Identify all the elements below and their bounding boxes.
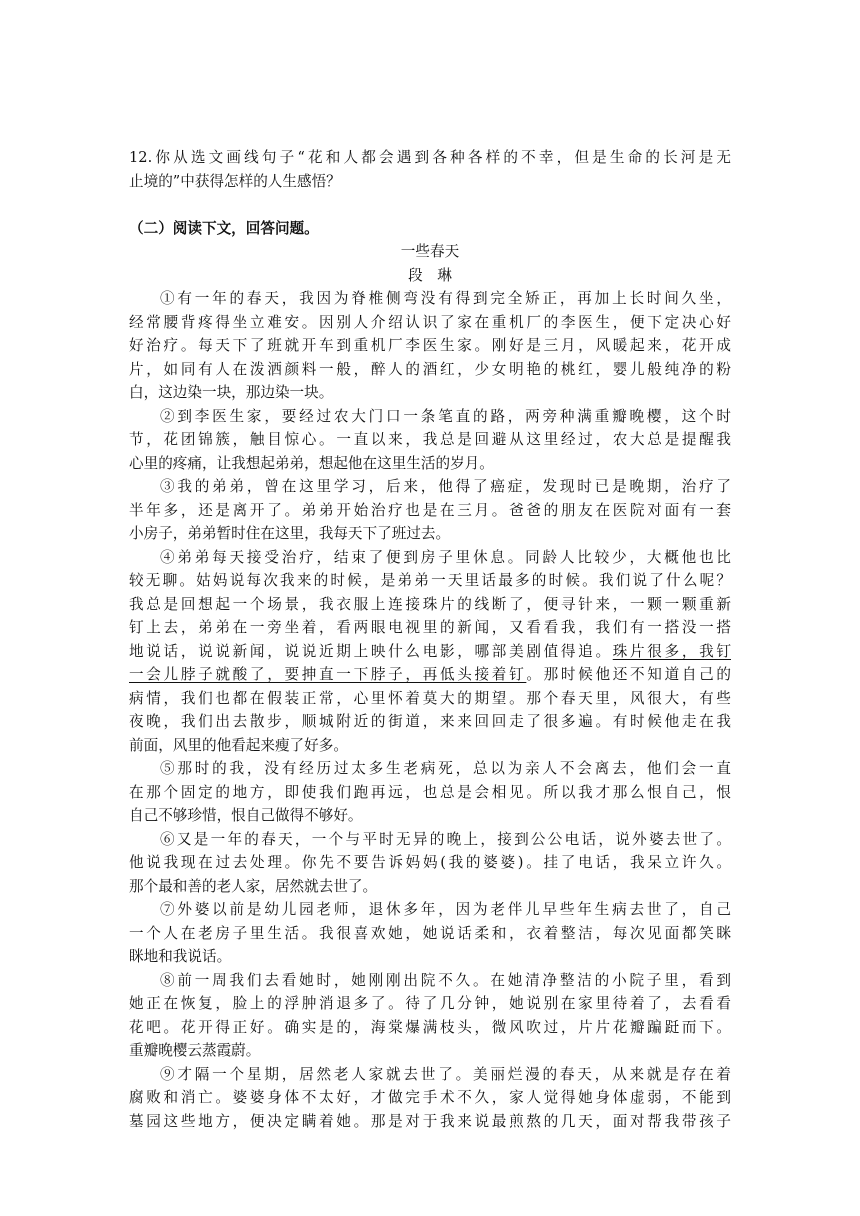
paragraph-9-line: 腐败和消亡。婆婆身体不太好，才做完手术不久，家人觉得她身体虚弱，不能到 bbox=[129, 1089, 731, 1106]
paragraph-7-line: ⑦外婆以前是幼儿园老师，退休多年，因为老伴儿早些年生病去世了，自己 bbox=[160, 901, 731, 918]
article-author: 段 琳 bbox=[408, 266, 452, 284]
paragraph-2-line: 节，花团锦簇，触目惊心。一直以来，我总是回避从这里经过，农大总是提醒我 bbox=[129, 431, 731, 448]
paragraph-4-line-mixed bbox=[129, 640, 731, 664]
paragraph-7-line: 一个人在老房子里生活。我很喜欢她，她说话柔和，衣着整洁，每次见面都笑眯 bbox=[129, 924, 731, 942]
question-12-line-2: 止境的”中获得怎样的人生感悟？ bbox=[129, 172, 341, 190]
paragraph-8-line: 花吧。花开得正好。确实是的，海棠爆满枝头，微风吹过，片片花瓣蹁跹而下。 bbox=[129, 1018, 731, 1036]
paragraph-4-line: ④弟弟每天接受治疗，结束了便到房子里休息。同龄人比较少，大概他也比 bbox=[160, 548, 731, 566]
paragraph-3-line: 半年多，还是离开了。弟弟开始治疗也是在三月。爸爸的朋友在医院对面有一套 bbox=[129, 501, 731, 519]
paragraph-6-line: 他说我现在过去处理。你先不要告诉妈妈(我的婆婆)。挂了电话，我呆立许久。 bbox=[129, 854, 731, 871]
document-content bbox=[129, 146, 731, 1133]
paragraph-1-line: 片，如同有人在泼洒颜料一般，醉人的酒红，少女明艳的桃红，婴儿般纯净的粉 bbox=[129, 360, 731, 378]
paragraph-9-line: ⑨才隔一个星期，居然老人家就去世了。美丽烂漫的春天，从来就是存在着 bbox=[160, 1065, 731, 1083]
paragraph-1-line: 好治疗。每天下了班就开车到重机厂李医生家。刚好是三月，风暖起来，花开成 bbox=[129, 337, 731, 354]
paragraph-4-line-mixed bbox=[129, 663, 731, 687]
paragraph-7-line: 眯地和我说话。 bbox=[129, 948, 232, 965]
paragraph-5-line: 在那个固定的地方，即使我们跑再远，也总是会相见。所以我才那么恨自己，恨 bbox=[129, 783, 731, 801]
paragraph-8-line: 重瓣晚樱云蒸霞蔚。 bbox=[129, 1042, 261, 1059]
paragraph-4-line: 夜晚，我们出去散步，顺城附近的街道，来来回回走了很多遍。有时候他走在我 bbox=[129, 713, 731, 730]
article-title: 一些春天 bbox=[400, 243, 460, 260]
paragraph-4-line: 病情，我们也都在假装正常，心里怀着莫大的期望。那个春天里，风很大，有些 bbox=[129, 689, 731, 707]
paragraph-4-line: 前面，风里的他看起来瘦了好多。 bbox=[129, 736, 348, 754]
paragraph-8-line: 她正在恢复，脸上的浮肿消退多了。待了几分钟，她说别在家里待着了，去看看 bbox=[129, 995, 731, 1012]
paragraph-4-line: 较无聊。姑妈说每次我来的时候，是弟弟一天里话最多的时候。我们说了什么呢？ bbox=[129, 572, 731, 589]
paragraph-4-text: 。那时候他还不知道自己的 bbox=[526, 666, 731, 683]
spacer bbox=[129, 193, 731, 217]
paragraph-1-line: 经常腰背疼得坐立难安。因别人介绍认识了家在重机厂的李医生，便下定决心好 bbox=[129, 313, 731, 331]
paragraph-4-line: 钉上去，弟弟在一旁坐着，看两眼电视里的新闻，又看看我，我们有一搭没一搭 bbox=[129, 619, 731, 636]
paragraph-5-line: 自己不够珍惜，恨自己做得不够好。 bbox=[129, 807, 363, 824]
question-12-line-1: 12.你从选文画线句子“花和人都会遇到各种各样的不幸，但是生命的长河是无 bbox=[129, 149, 731, 166]
underlined-sentence: 珠片很多，我钉 bbox=[612, 642, 731, 660]
paragraph-9-line: 墓园这些地方，便决定瞒着她。那是对于我来说最煎熬的几天，面对帮我带孩子 bbox=[129, 1112, 731, 1130]
paragraph-2-line: 心里的疼痛，让我想起弟弟，想起他在这里生活的岁月。 bbox=[129, 454, 494, 472]
paragraph-8-line: ⑧前一周我们去看她时，她刚刚出院不久。在她清净整洁的小院子里，看到 bbox=[160, 971, 731, 989]
section-heading: （二）阅读下文，回答问题。 bbox=[129, 219, 319, 237]
paragraph-3-line: 小房子，弟弟暂时住在这里，我每天下了班过去。 bbox=[129, 525, 451, 542]
paragraph-1-line: ①有一年的春天，我因为脊椎侧弯没有得到完全矫正，再加上长时间久坐， bbox=[160, 290, 731, 307]
paragraph-6-line: 那个最和善的老人家，居然就去世了。 bbox=[129, 877, 378, 895]
underlined-sentence: 一会儿脖子就酸了，要抻直一下脖子，再低头接着钉 bbox=[129, 666, 527, 683]
paragraph-4-line: 我总是回想起一个场景，我衣服上连接珠片的线断了，便寻针来，一颗一颗重新 bbox=[129, 595, 731, 613]
paragraph-1-line: 白，这边染一块，那边染一块。 bbox=[129, 384, 334, 401]
paragraph-4-text: 地说话，说说新闻，说说近期上映什么电影，哪部美剧值得追。 bbox=[129, 642, 613, 660]
paragraph-3-line: ③我的弟弟，曾在这里学习，后来，他得了癌症，发现时已是晚期，治疗了 bbox=[160, 478, 731, 495]
paragraph-5-line: ⑤那时的我，没有经历过太多生老病死，总以为亲人不会离去，他们会一直 bbox=[160, 760, 731, 777]
paragraph-2-line: ②到李医生家，要经过农大门口一条笔直的路，两旁种满重瓣晚樱，这个时 bbox=[160, 407, 731, 425]
paragraph-6-line: ⑥又是一年的春天，一个与平时无异的晚上，接到公公电话，说外婆去世了。 bbox=[160, 830, 731, 848]
